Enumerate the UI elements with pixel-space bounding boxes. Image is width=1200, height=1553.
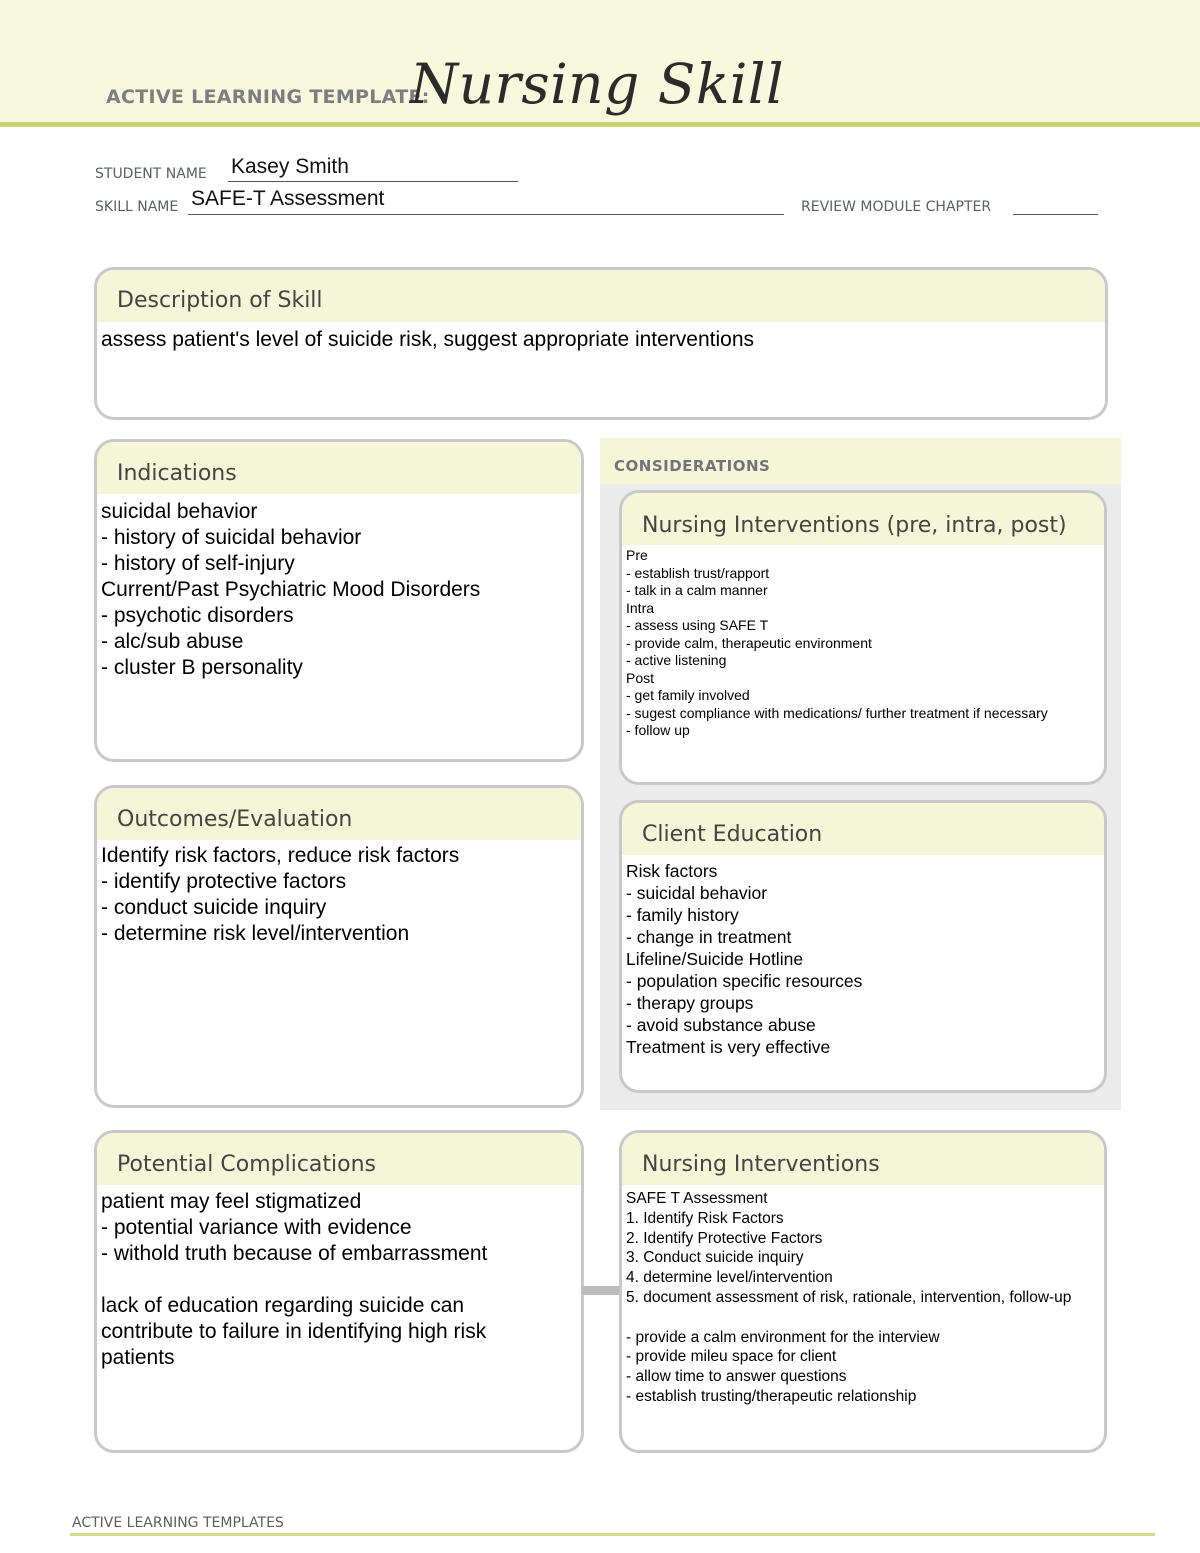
banner-rule — [0, 122, 1200, 127]
review-module-field[interactable] — [1013, 214, 1098, 215]
description-title: Description of Skill — [97, 270, 1105, 322]
template-title: Nursing Skill — [410, 52, 785, 116]
nursing-interventions-ppp-text[interactable]: Pre - establish trust/rapport - talk in a calm manner Intra - assess using SAFE T - provide calm, therapeutic environment - active listening Post - get family involved - sugest compliance with medications/ further treatment if necessary - follow up — [626, 547, 1048, 738]
skill-name-line — [188, 214, 784, 215]
footer-rule — [70, 1533, 1155, 1536]
indications-card — [94, 439, 584, 762]
client-education-text[interactable]: Risk factors - suicidal behavior - family history - change in treatment Lifeline/Suicide Hotline - population specific resources - therapy groups - avoid substance abuse Treatment is very effective — [626, 861, 863, 1057]
description-text[interactable]: assess patient's level of suicide risk, suggest appropriate interventions — [101, 328, 755, 351]
client-education-card — [619, 800, 1107, 1093]
nursing-interventions-ppp-title: Nursing Interventions (pre, intra, post) — [622, 493, 1104, 545]
nursing-interventions-text[interactable]: SAFE T Assessment 1. Identify Risk Factors 2. Identify Protective Factors 3. Conduct suicide inquiry 4. determine level/intervention 5. document assessment of risk, rationale, intervention, follow-up - provide a calm environment for the interview - provide mileu space for client - allow time to answer questions - establish trusting/therapeutic relationship — [626, 1190, 1072, 1405]
nursing-interventions-ppp-card — [619, 490, 1107, 785]
complications-card — [94, 1130, 584, 1453]
template-label: ACTIVE LEARNING TEMPLATE: — [106, 86, 430, 108]
considerations-label: CONSIDERATIONS — [614, 457, 771, 475]
nursing-interventions-title: Nursing Interventions — [622, 1133, 1104, 1185]
indications-title: Indications — [97, 442, 581, 494]
connector-bar — [582, 1286, 622, 1295]
footer-label: ACTIVE LEARNING TEMPLATES — [72, 1515, 284, 1531]
outcomes-title: Outcomes/Evaluation — [97, 788, 581, 840]
outcomes-card — [94, 785, 584, 1108]
outcomes-text[interactable]: Identify risk factors, reduce risk factors - identify protective factors - conduct suicide inquiry - determine risk level/intervention — [101, 844, 460, 945]
review-module-label: REVIEW MODULE CHAPTER — [801, 199, 992, 215]
nursing-interventions-card — [619, 1130, 1107, 1453]
student-name-line — [228, 181, 518, 182]
skill-name-field[interactable]: SAFE-T Assessment — [191, 187, 385, 210]
skill-name-label: SKILL NAME — [95, 199, 179, 215]
description-card — [94, 267, 1108, 420]
client-education-title: Client Education — [622, 803, 1104, 855]
indications-text[interactable]: suicidal behavior - history of suicidal behavior - history of self-injury Current/Past Psychiatric Mood Disorders - psychotic disorders - alc/sub abuse - cluster B personality — [101, 500, 481, 679]
complications-title: Potential Complications — [97, 1133, 581, 1185]
student-name-label: STUDENT NAME — [95, 166, 207, 182]
student-name-field[interactable]: Kasey Smith — [231, 155, 349, 178]
complications-text[interactable]: patient may feel stigmatized - potential variance with evidence - withold truth because of embarrassment lack of education regarding suicide can contribute to failure in identifying high risk patients — [101, 1190, 488, 1369]
